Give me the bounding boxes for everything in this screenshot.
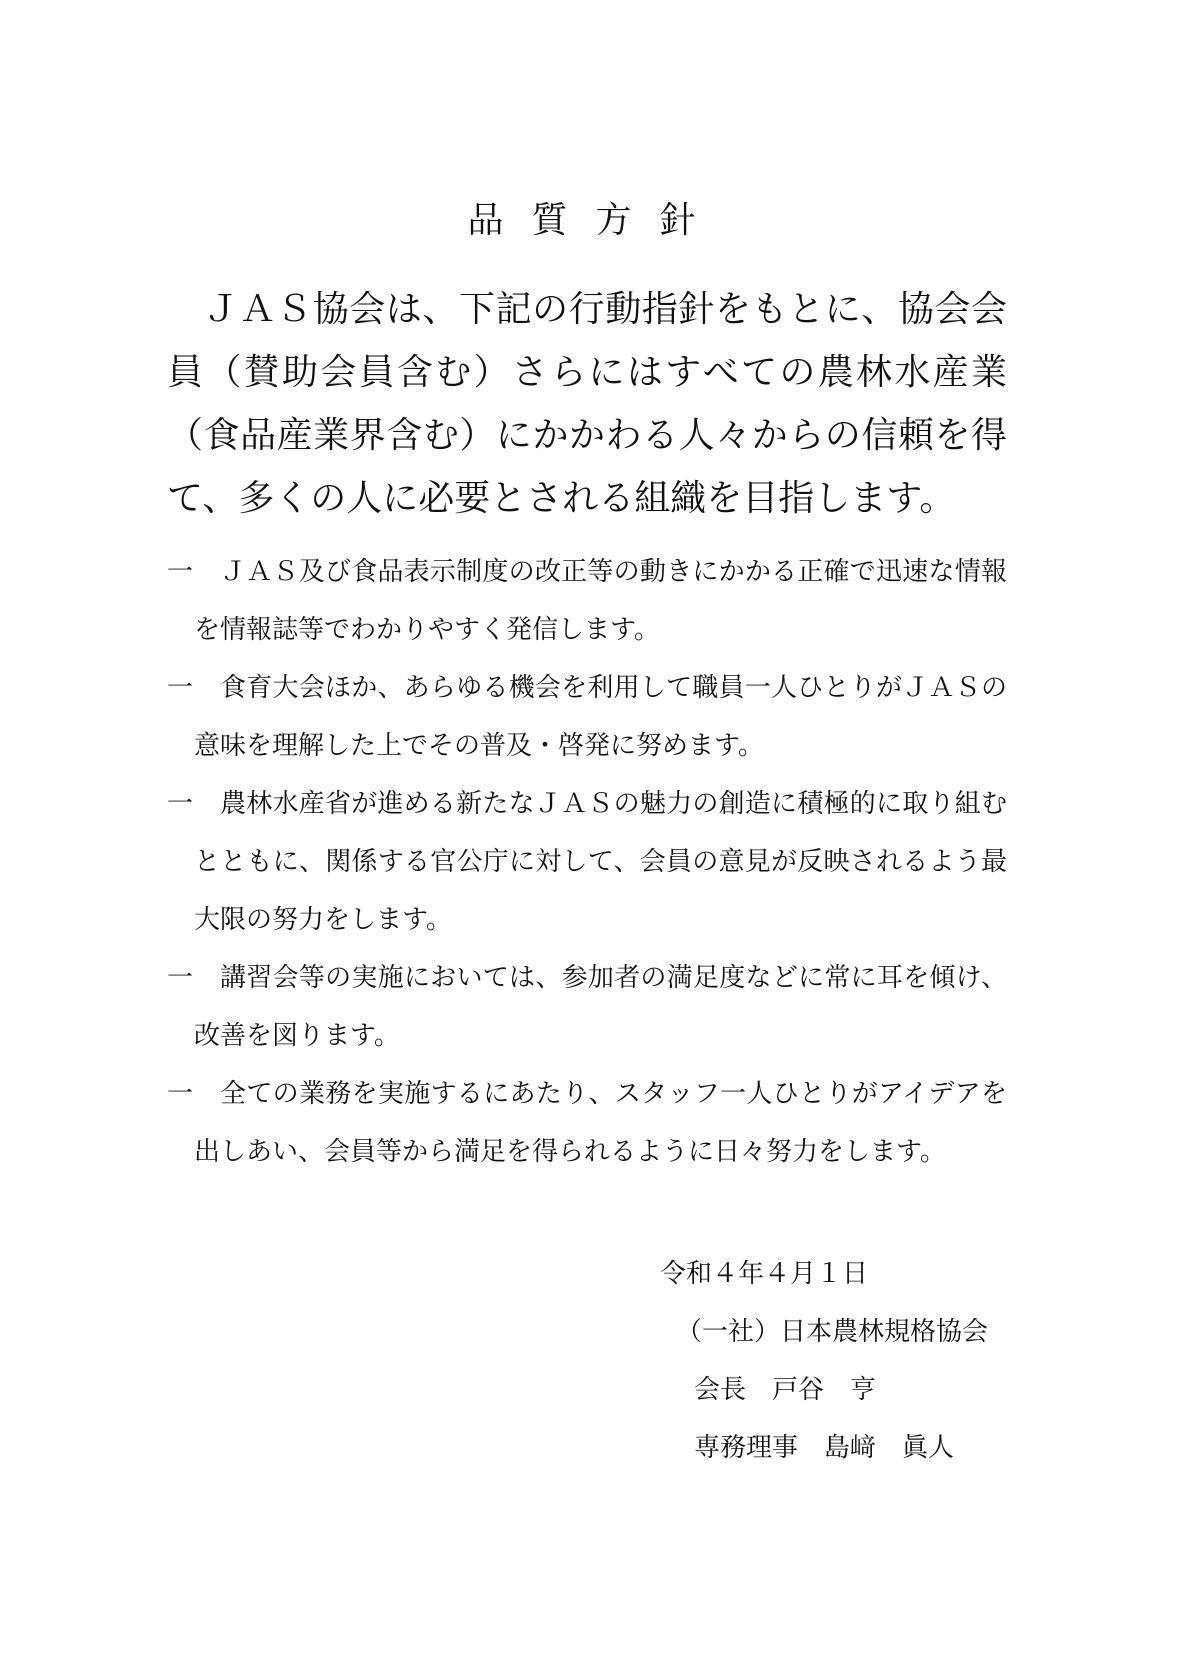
list-item: [167, 775, 1007, 949]
intro-paragraph: ＪＡＳ協会は、下記の行動指針をもとに、協会会員（賛助会員含む）さらにはすべての農林水産業（食品産業界含む）にかかわる人々からの信頼を得て、多くの人に必要とされる組織を目指します。: [167, 289, 1007, 519]
signature-block: [660, 1245, 1020, 1477]
list-marker: 一: [167, 963, 194, 993]
signature-date: 令和４年４月１日: [660, 1259, 869, 1289]
list-item: [167, 543, 1007, 659]
policy-text: ＪＡＳ及び食品表示制度の改正等の動きにかかる正確で迅速な情報を情報誌等でわかりやすく発信します。: [194, 557, 1007, 645]
policy-text: 講習会等の実施においては、参加者の満足度などに常に耳を傾け、改善を図ります。: [194, 963, 1007, 1051]
policy-text: 食育大会ほか、あらゆる機会を利用して職員一人ひとりがＪＡＳの意味を理解した上でその普及・啓発に努めます。: [194, 673, 1007, 761]
policy-text: 農林水産省が進める新たなＪＡＳの魅力の創造に積極的に取り組むとともに、関係する官公庁に対して、会員の意見が反映されるよう最大限の努力をします。: [194, 789, 1007, 935]
signature-president: 会長 戸谷 亨: [694, 1375, 877, 1405]
signature-director: 専務理事 島﨑 眞人: [694, 1433, 955, 1463]
list-item: [167, 1065, 1007, 1181]
policy-text: 全ての業務を実施するにあたり、スタッフ一人ひとりがアイデアを出しあい、会員等から満足を得られるように日々努力をします。: [194, 1079, 1007, 1167]
list-marker: 一: [167, 789, 194, 819]
policy-list: [167, 543, 1007, 1181]
list-marker: 一: [167, 673, 194, 703]
signature-organization: （一社）日本農林規格協会: [676, 1317, 989, 1347]
list-item: [167, 659, 1007, 775]
list-marker: 一: [167, 557, 194, 587]
list-marker: 一: [167, 1079, 194, 1109]
list-item: [167, 949, 1007, 1065]
page-title: 品質方針: [467, 200, 724, 241]
